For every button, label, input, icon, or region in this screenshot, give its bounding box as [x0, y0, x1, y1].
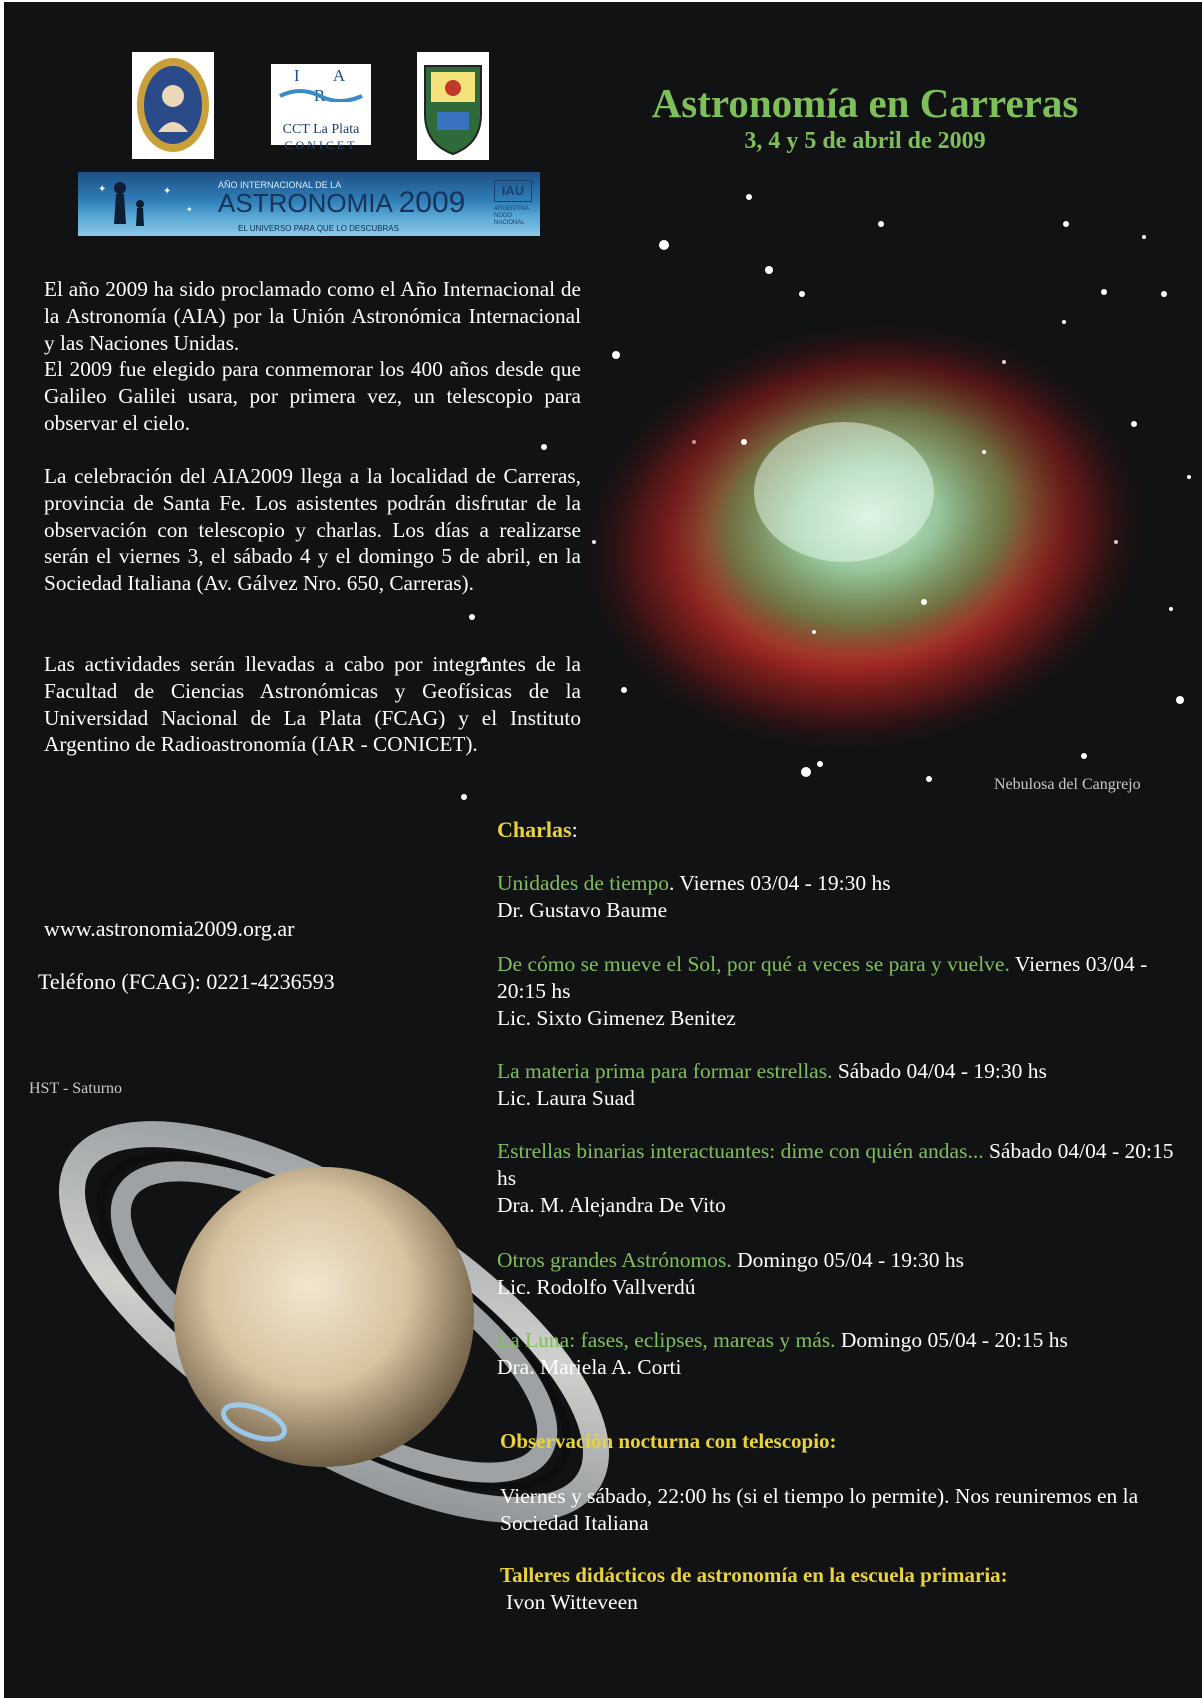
intro-paragraph-3: Las actividades serán llevadas a cabo por integrantes de la Facultad de Ciencias Astronómicas y Geofísicas de la Universidad Nacional de La Plata (FCAG) y el Instituto Argentino de Radioastronomía (IAR - CONICET).: [44, 652, 581, 757]
talk-speaker: Lic. Sixto Gimenez Benitez: [497, 1005, 736, 1030]
cct-logo-text: CCT La Plata: [282, 122, 360, 137]
iya2009-banner: [78, 172, 540, 236]
event-dates: 3, 4 y 5 de abril de 2009: [744, 128, 986, 154]
intro-paragraph-2: La celebración del AIA2009 llega a la localidad de Carreras, provincia de Santa Fe. Los asistentes podrán disfrutar de la observación con telescopio y charlas. Los días a realizarse serán el viernes 3, el sábado 4 y el domingo 5 de abril, en la Sociedad Italiana (Av. Gálvez Nro. 650, Carreras).: [44, 464, 581, 596]
talk-time: Viernes 03/04 - 20:15 hs: [497, 952, 1148, 1003]
talk-topic: Unidades de tiempo: [497, 871, 669, 895]
talk-item: [497, 1058, 1177, 1112]
unlp-logo: [132, 52, 214, 159]
iau-logo: IAU: [494, 180, 532, 202]
phone-number: Teléfono (FCAG): 0221-4236593: [38, 969, 335, 994]
saturn-caption: HST - Saturno: [29, 1080, 123, 1097]
observacion-heading: Observación nocturna con telescopio:: [500, 1429, 837, 1453]
carreras-shield-logo: [417, 52, 489, 160]
talk-speaker: Dra. M. Alejandra De Vito: [497, 1192, 726, 1217]
talk-topic: La Luna: fases, eclipses, mareas y más.: [497, 1328, 836, 1352]
talk-item: [497, 1138, 1177, 1218]
conicet-logo-text: CONICET: [284, 138, 358, 152]
talk-time: Viernes 03/04 - 19:30 hs: [674, 871, 891, 895]
talk-item: [497, 1247, 1177, 1301]
poster: [4, 2, 1202, 1698]
website-link[interactable]: www.astronomia2009.org.ar: [44, 916, 295, 941]
svg-text:✦: ✦: [163, 186, 172, 197]
iar-conicet-logo: [271, 64, 371, 152]
banner-title: ASTRONOMIA 2009: [218, 186, 466, 219]
event-title: Astronomía en Carreras: [651, 80, 1079, 126]
charlas-heading: Charlas:: [497, 817, 578, 842]
talk-speaker: Dra. Mariela A. Corti: [497, 1354, 682, 1379]
talk-item: [497, 951, 1177, 1031]
talk-time: Sábado 04/04 - 19:30 hs: [832, 1059, 1047, 1083]
talk-topic: Otros grandes Astrónomos.: [497, 1248, 732, 1272]
talk-speaker: Lic. Laura Suad: [497, 1085, 635, 1110]
argentina-node-text: ARGENTINA NODO NACIONAL: [494, 206, 529, 226]
crab-nebula-image: [564, 302, 1154, 772]
nebula-caption: Nebulosa del Cangrejo: [994, 776, 1141, 793]
talleres-presenter: Ivon Witteveen: [506, 1590, 638, 1614]
talk-time: Domingo 05/04 - 20:15 hs: [835, 1328, 1068, 1352]
banner-small-text: AÑO INTERNACIONAL DE LA: [218, 180, 342, 190]
talk-speaker: Dr. Gustavo Baume: [497, 897, 668, 922]
talleres-heading: Talleres didácticos de astronomía en la escuela primaria:: [500, 1563, 1008, 1587]
observacion-text: Viernes y sábado, 22:00 hs (si el tiempo lo permite). Nos reuniremos en la Sociedad Italiana: [500, 1484, 1139, 1535]
talk-item: [497, 1327, 1177, 1381]
svg-text:✦: ✦: [186, 205, 193, 214]
talk-item: Unidades de tiempo. Viernes 03/04 - 19:30 hs Dr. Gustavo Baume: [497, 871, 891, 922]
svg-text:✦: ✦: [98, 184, 107, 195]
intro-paragraph-1: El año 2009 ha sido proclamado como el Año Internacional de la Astronomía (AIA) por la Unión Astronómica Internacional y las Naciones Unidas. El 2009 fue elegido para conmemorar los 400 años desde que Galileo Galilei usara, por primera vez, un telescopio para observar el cielo.: [44, 277, 581, 435]
iar-logo-text: I A R: [293, 66, 361, 105]
talk-topic: De cómo se mueve el Sol, por qué a veces se para y vuelve.: [497, 952, 1010, 976]
talk-time: Sábado 04/04 - 20:15 hs: [497, 1139, 1174, 1190]
talk-time: Domingo 05/04 - 19:30 hs: [731, 1248, 965, 1272]
talk-topic: Estrellas binarias interactuantes: dime con quién andas...: [497, 1139, 984, 1163]
talk-topic: La materia prima para formar estrellas.: [497, 1059, 833, 1083]
banner-motto: EL UNIVERSO PARA QUE LO DESCUBRAS: [238, 224, 399, 233]
talk-speaker: Lic. Rodolfo Vallverdú: [497, 1274, 696, 1299]
